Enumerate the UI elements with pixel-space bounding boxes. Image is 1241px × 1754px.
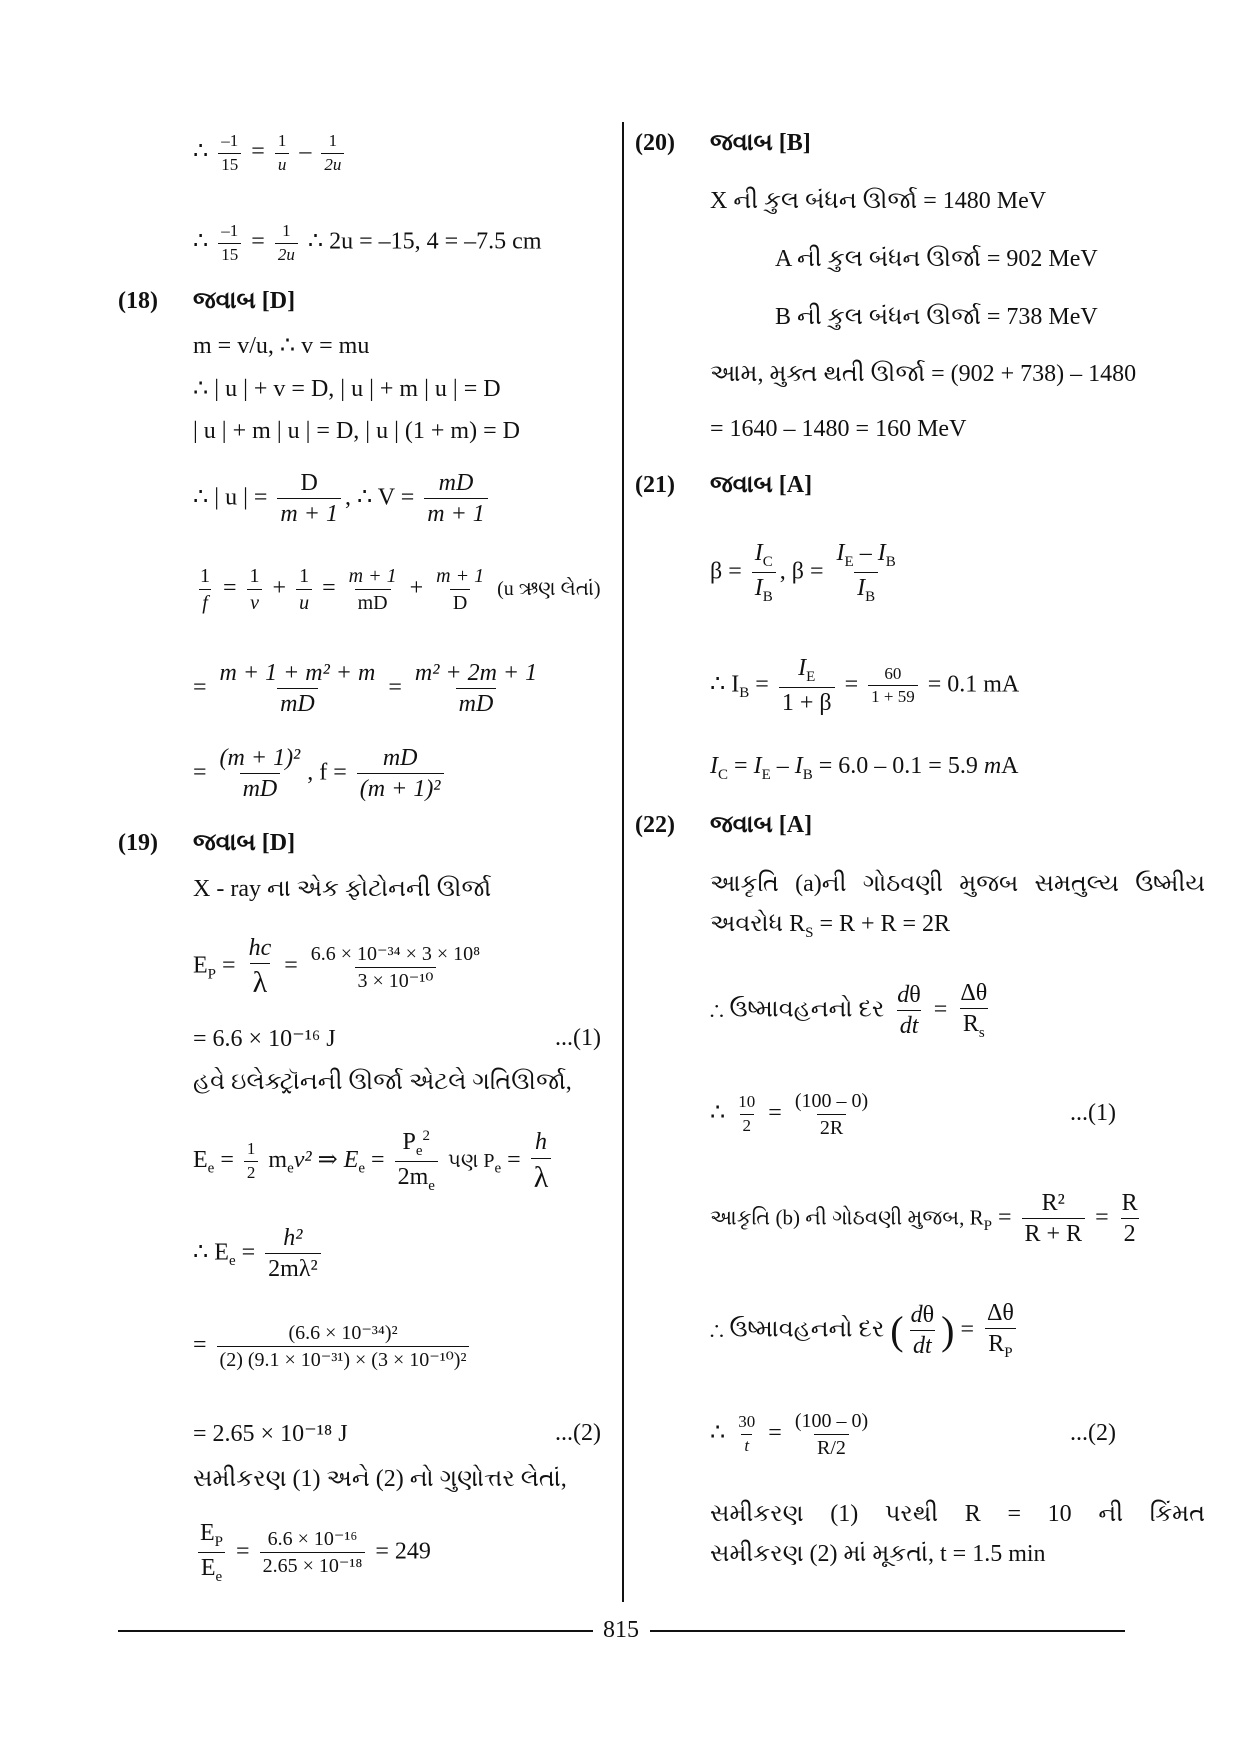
answer-label: જવાબ [B] [710,130,811,156]
equation-line: આકૃતિ (b) ની ગોઠવણી મુજબ, $R_P$ = $\frac{\text{R²}}{R + R}$ = $\frac{R}{2}$ [710,1190,1138,1248]
answer-label: જવાબ [D] [193,830,296,856]
equation-line: ∴ ઉષ્માવહનનો દર ( $\frac{d\theta}{dt}$ ) = $\frac{\Delta\theta}{R_P}$ [710,1300,1014,1362]
column-divider [622,122,624,1602]
text-line: આકૃતિ (a)ની ગોઠવણી મુજબ સમતુલ્ય ઉષ્મીય [710,871,1205,897]
equation-line: ∴ $I_B$ = $\frac{I_E}{1 + \beta}$ = $\frac{60}{1 + 59}$ = 0.1 mA [710,655,1020,717]
equation-line: ∴ $\frac{10}{2}$ = $\frac{(100 - 0)}{2R}$ [710,1090,869,1139]
question-number: (21) [635,472,675,498]
equation-line: $E_e$ = $\frac{1}{2}$ $m_ev^2$ ⇒ $E_e$ = $\frac{P_e^2}{2m_e}$ પણ $P_e$ = $\frac{h}{\lambda}$ [193,1128,555,1195]
equation-line: = $\frac{\text{m + 1 + m² + m}}{mD}$ = $\frac{\text{m² + 2m + 1}}{mD}$ [193,660,538,718]
text-line: સમીકરણ (2) માં મૂકતાં, t = 1.5 min [710,1541,1046,1567]
text-line: = 2.65 × 10⁻¹⁸ J [193,1421,348,1447]
text-line: B ની કુલ બંધન ઊર્જા = 738 MeV [775,304,1098,330]
answer-label: જવાબ [A] [710,472,813,498]
answer-label: જવાબ [D] [193,288,296,314]
equation-line: $\frac{1}{f}$ = $\frac{1}{v}$ + $\frac{1}{u}$ = $\frac{m + 1}{mD}$ + $\frac{m + 1}{D}$ (u ઋણ લેતાં) [200,565,601,614]
equation-line: $E_P$ = $\frac{hc}{\lambda}$ = $\frac{\text{6.6 × 10⁻³⁴ × 3 × 10⁸}}{\text{3 × 10⁻¹⁰}}$ [193,935,481,1000]
equation-line: ∴ $\frac{-1}{15}$ = $\frac{1}{u}$ – $\frac{1}{2u}$ [193,132,348,174]
text-line: X - ray ના એક ફોટોનની ઊર્જા [193,876,492,902]
text-line: હવે ઇલેક્ટ્રૉનની ઊર્જા એટલે ગતિઊર્જા, [193,1069,572,1095]
equation-line: = $\frac{\text{(6.6 × 10⁻³⁴)²}}{\text{(2) (9.1 × 10⁻³¹) × (3 × 10⁻¹⁰)²}}$ [193,1322,473,1371]
text-line: ∴ | u | + v = D, | u | + m | u | = D [193,376,501,402]
text-line: સમીકરણ (1) પરથી R = 10 ની કિંમત [710,1501,1205,1527]
footer-rule-left [118,1630,593,1632]
equation-line: ∴ ઉષ્માવહનનો દર $\frac{d\theta}{dt}$ = $\frac{\Delta\theta}{R_s}$ [710,980,988,1042]
text-line: સમીકરણ (1) અને (2) નો ગુણોત્તર લેતાં, [193,1466,567,1492]
equation-line: ∴ | u | = $\frac{D}{m + 1}$ , ∴ V = $\frac{mD}{m + 1}$ [193,470,492,528]
equation-line: β = $\frac{I_C}{I_B}$ , β = $\frac{I_E - I_B}{I_B}$ [710,540,896,606]
answer-label: જવાબ [A] [710,812,813,838]
equation-number: ...(2) [555,1420,601,1446]
text-line: | u | + m | u | = D, | u | (1 + m) = D [193,418,520,444]
question-number: (19) [118,830,158,856]
equation-line: અવરોધ $R_S = R + R = 2R$ [710,911,951,941]
text-line: = 1640 – 1480 = 160 MeV [710,416,967,442]
footer-rule-right [650,1630,1125,1632]
text-line: m = v/u, ∴ v = mu [193,333,370,359]
equation-line: $\frac{E_P}{E_e}$ = $\frac{\text{6.6 × 10⁻¹⁶}}{\text{2.65 × 10⁻¹⁸}}$ = 249 [193,1520,431,1586]
equation-number: ...(1) [1070,1100,1116,1126]
text-line: A ની કુલ બંધન ઊર્જા = 902 MeV [775,246,1098,272]
equation-line: = $\frac{\text{(m + 1)²}}{mD}$ , f = $\frac{mD}{\text{(m + 1)²}}$ [193,745,448,803]
text-line: = 6.6 × 10⁻¹⁶ J [193,1026,336,1052]
equation-line: ∴ $\frac{30}{t}$ = $\frac{(100 - 0)}{R/2}$ [710,1410,869,1459]
equation-number: ...(1) [555,1025,601,1051]
equation-line: ∴ $E_e$ = $\frac{\text{h²}}{\text{2mλ²}}$ [193,1225,325,1283]
question-number: (22) [635,812,675,838]
question-number: (18) [118,288,158,314]
page-number: 815 [603,1617,639,1643]
equation-number: ...(2) [1070,1420,1116,1446]
equation-line: $I_C = I_E - I_B = 6.0 - 0.1 = 5.9$ mA [710,753,1019,783]
text-line: આમ, મુક્ત થતી ઊર્જા = (902 + 738) – 1480 [710,361,1137,387]
text-line: X ની કુલ બંધન ઊર્જા = 1480 MeV [710,188,1047,214]
question-number: (20) [635,130,675,156]
equation-line: ∴ $\frac{-1}{15}$ = $\frac{1}{2u}$ ∴ 2u = –15, 4 = –7.5 cm [193,221,542,264]
